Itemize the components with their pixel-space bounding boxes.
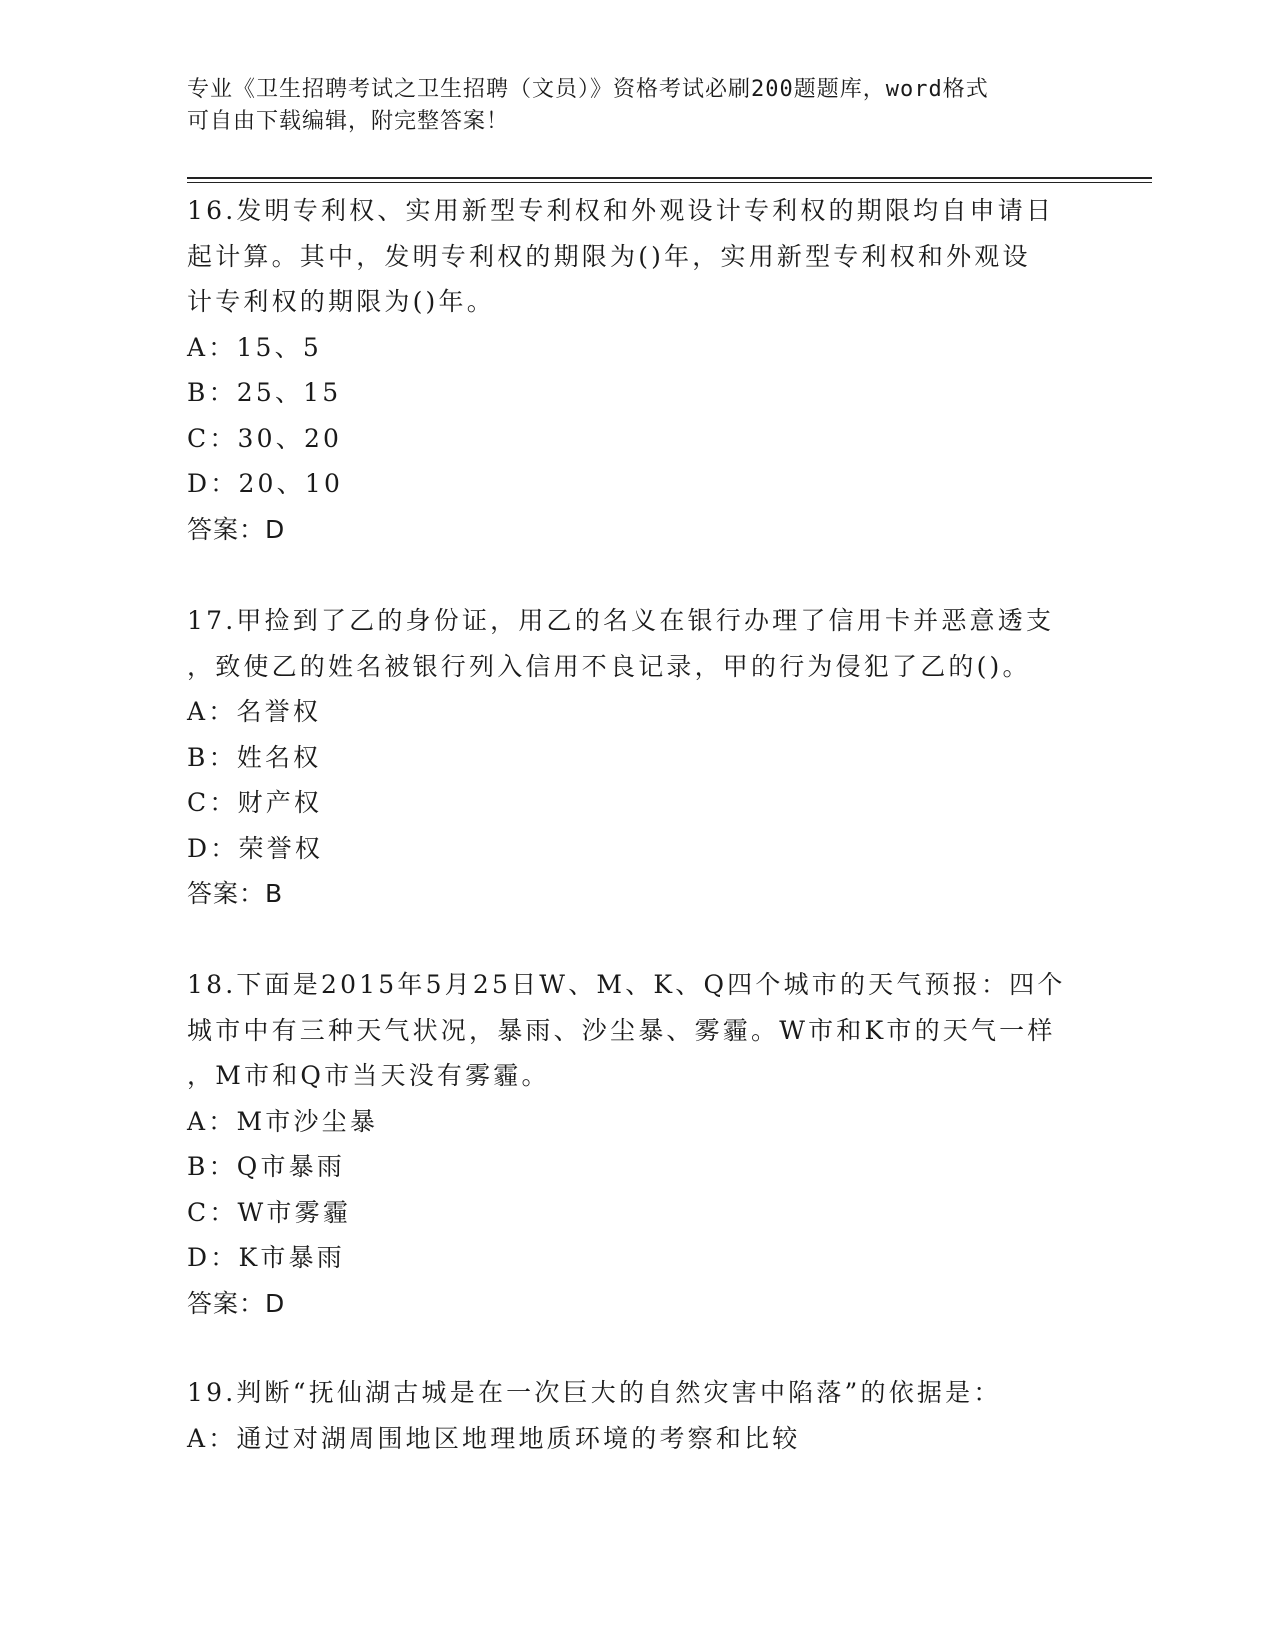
option-c: C：W市雾霾	[187, 1197, 352, 1227]
option-b: B：Q市暴雨	[187, 1152, 346, 1181]
question-text-line: 起计算。其中，发明专利权的期限为()年，实用新型专利权和外观设	[187, 241, 1031, 271]
question-text-line: 16.发明专利权、实用新型专利权和外观设计专利权的期限均自申请日	[187, 196, 1055, 225]
question-text-line: 19.判断“抚仙湖古城是在一次巨大的自然灾害中陷落”的依据是：	[187, 1378, 1002, 1407]
option-a: A：15、5	[187, 332, 322, 362]
question-text-line: 18.下面是2015年5月25日W、M、K、Q四个城市的天气预报：四个	[187, 970, 1066, 999]
option-d: D：20、10	[187, 469, 344, 498]
header-line-1: 专业《卫生招聘考试之卫生招聘（文员）》资格考试必刷200题题库，word格式	[187, 77, 989, 102]
question-text-line: 城市中有三种天气状况，暴雨、沙尘暴、雾霾。W市和K市的天气一样	[187, 1015, 1056, 1045]
option-b: B：25、15	[187, 378, 342, 407]
question-text-line: ，M市和Q市当天没有雾霾。	[187, 1061, 550, 1090]
answer: 答案：D	[187, 1288, 286, 1318]
header-divider-thin	[187, 182, 1152, 183]
question-text-line: 计专利权的期限为()年。	[187, 287, 495, 316]
option-b: B：姓名权	[187, 742, 322, 772]
option-c: C：财产权	[187, 788, 323, 817]
header-line-2: 可自由下载编辑，附完整答案！	[187, 109, 510, 134]
option-a: A：名誉权	[187, 697, 322, 726]
option-a: A：M市沙尘暴	[187, 1106, 379, 1136]
document-header	[187, 74, 1067, 138]
option-c: C：30、20	[187, 423, 343, 453]
answer: 答案：D	[187, 514, 286, 544]
option-d: D：K市暴雨	[187, 1243, 345, 1272]
header-divider-thick	[187, 177, 1152, 179]
option-d: D：荣誉权	[187, 833, 324, 863]
question-17	[187, 598, 1087, 917]
question-text-line: ，致使乙的姓名被银行列入信用不良记录，甲的行为侵犯了乙的()。	[187, 651, 1031, 681]
question-16	[187, 188, 1087, 552]
question-text-line: 17.甲捡到了乙的身份证，用乙的名义在银行办理了信用卡并恶意透支	[187, 606, 1055, 635]
answer: 答案：B	[187, 879, 284, 908]
question-18	[187, 962, 1087, 1326]
option-a: A：通过对湖周围地区地理地质环境的考察和比较	[187, 1423, 801, 1453]
question-19	[187, 1370, 1087, 1461]
